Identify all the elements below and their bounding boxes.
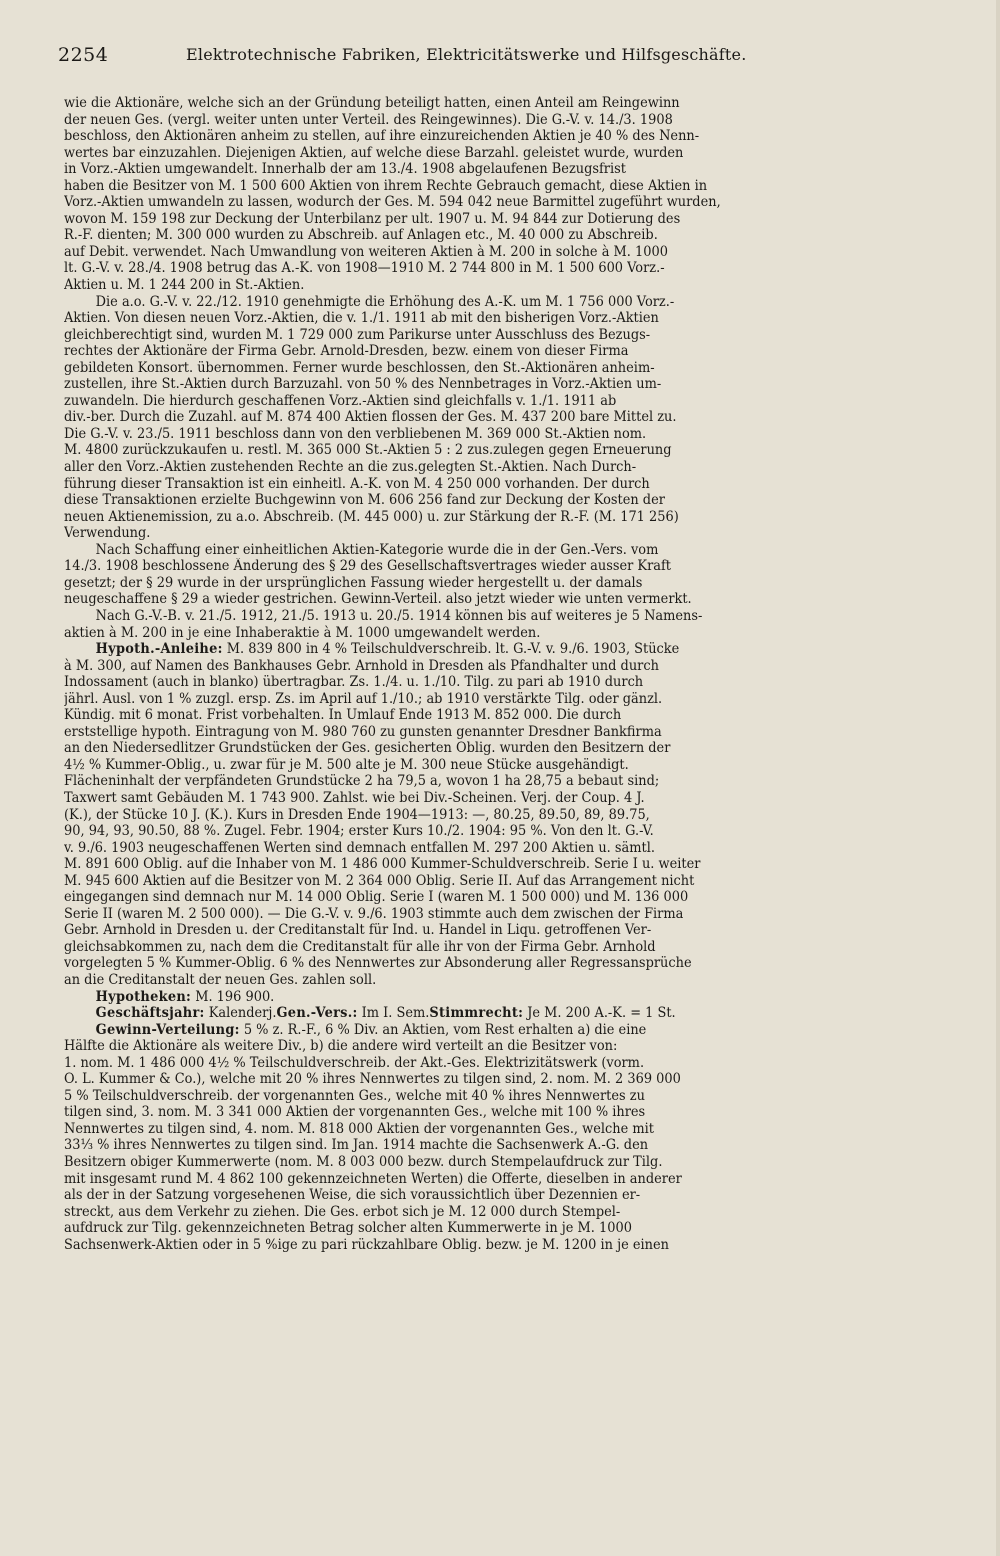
text-line	[64, 575, 875, 592]
text-line	[64, 509, 875, 526]
section-lead: Gewinn-Verteilung:	[95, 1021, 240, 1038]
text-line	[64, 922, 875, 939]
line-text: Besitzern obiger Kummerwerte (nom. M. 8 003 000 bezw. durch Stempelaufdruck zur Tilg.	[64, 1154, 663, 1170]
text-line	[64, 211, 875, 228]
text-line	[64, 310, 875, 327]
text-line	[64, 360, 875, 377]
line-text: Indossament (auch in blanko) übertragbar. Zs. 1./4. u. 1./10. Tilg. zu pari ab 1910 durch	[64, 674, 644, 691]
text-line	[64, 542, 875, 559]
line-text: aufdruck zur Tilg. gekennzeichneten Betrag solcher alten Kummerwerte in je M. 1000	[64, 1220, 632, 1237]
text-line	[64, 426, 875, 443]
line-text: v. 9./6. 1903 neugeschaffenen Werten sind demnach entfallen M. 297 200 Aktien u. sämtl.	[64, 839, 655, 856]
line-text: jährl. Ausl. von 1 % zuzgl. ersp. Zs. im April auf 1./10.; ab 1910 verstärkte Tilg. oder gänzl.	[64, 690, 663, 707]
text-line	[64, 1038, 875, 1055]
text-line	[64, 625, 875, 642]
text-line	[64, 1204, 875, 1221]
section-lead: Geschäftsjahr:	[95, 1005, 205, 1022]
line-text: Vorz.-Aktien umwandeln zu lassen, wodurch der Ges. M. 594 042 neue Barmittel zugeführt wurden,	[64, 194, 721, 211]
line-text: zuwandeln. Die hierdurch geschaffenen Vorz.-Aktien sind gleichfalls v. 1./1. 1911 ab	[64, 392, 617, 409]
line-text: gesetzt; der § 29 wurde in der ursprünglichen Fassung wieder hergestellt u. der damals	[64, 574, 643, 591]
line-text: Verwendung.	[64, 525, 151, 542]
line-text: M. 839 800 in 4 % Teilschuldverschreib. lt. G.-V. v. 9./6. 1903, Stücke	[222, 641, 680, 658]
line-text: eingegangen sind demnach nur M. 14 000 Oblig. Serie I (waren M. 1 500 000) und M. 136 000	[64, 889, 689, 906]
line-text: wertes bar einzuzahlen. Diejenigen Aktien, auf welche diese Barzahl. geleistet wurde, wurden	[64, 144, 684, 161]
line-text: Nach G.-V.-B. v. 21./5. 1912, 21./5. 1913 u. 20./5. 1914 können bis auf weiteres je 5 Namens-	[95, 607, 703, 624]
text-line	[64, 790, 875, 807]
text-line	[64, 889, 875, 906]
section-lead: Hypoth.-Anleihe:	[95, 641, 223, 658]
line-text: Nach Schaffung einer einheitlichen Aktien-Kategorie wurde die in der Gen.-Vers. vom	[95, 541, 659, 558]
line-text: (K.), der Stücke 10 J. (K.). Kurs in Dresden Ende 1904—1913: —, 80.25, 89.50, 89, 89.75,	[64, 806, 650, 823]
line-text: M. 891 600 Oblig. auf die Inhaber von M. 1 486 000 Kummer-Schuldverschreib. Serie I u. weiter	[64, 856, 701, 873]
text-line	[64, 558, 875, 575]
text-line	[64, 393, 875, 410]
text-line	[64, 955, 875, 972]
text-line	[64, 989, 875, 1006]
line-text: auf Debit. verwendet. Nach Umwandlung von weiteren Aktien à M. 200 in solche à M. 1000	[64, 243, 668, 260]
text-line	[64, 1137, 875, 1154]
line-text: Im I. Sem.	[357, 1005, 430, 1022]
line-text: erststellige hypoth. Eintragung von M. 980 760 zu gunsten genannter Dresdner Bankfirma	[64, 723, 662, 740]
line-text: wovon M. 159 198 zur Deckung der Unterbilanz per ult. 1907 u. M. 94 844 zur Dotierung des	[64, 210, 681, 227]
text-line	[64, 260, 875, 277]
line-text: Nennwertes zu tilgen sind, 4. nom. M. 818 000 Aktien der vorgenannten Ges., welche mit	[64, 1120, 654, 1137]
line-text: 33⅓ % ihres Nennwertes zu tilgen sind. Im Jan. 1914 machte die Sachsenwerk A.-G. den	[64, 1137, 649, 1154]
text-line	[64, 1104, 875, 1121]
line-text: zustellen, ihre St.-Aktien durch Barzuzahl. von 50 % des Nennbetrages in Vorz.-Aktien um-	[64, 376, 662, 393]
line-text: diese Transaktionen erzielte Buchgewinn von M. 606 256 fand zur Deckung der Kosten der	[64, 492, 665, 509]
line-text: neugeschaffene § 29 a wieder gestrichen. Gewinn-Verteil. also jetzt wieder wie unten vermerkt.	[64, 591, 692, 608]
text-line	[64, 327, 875, 344]
line-text: Taxwert samt Gebäuden M. 1 743 900. Zahlst. wie bei Div.-Scheinen. Verj. der Coup. 4 J.	[64, 789, 645, 806]
text-line	[64, 972, 875, 989]
text-line	[64, 178, 875, 195]
line-text: der neuen Ges. (vergl. weiter unten unter Verteil. des Reingewinnes). Die G.-V. v. 14./3. 1908	[64, 111, 673, 128]
page-header	[58, 42, 938, 68]
line-text: Aktien. Von diesen neuen Vorz.-Aktien, die v. 1./1. 1911 ab mit den bisherigen Vorz.-Aktien	[64, 310, 659, 327]
text-line	[64, 939, 875, 956]
line-text: à M. 300, auf Namen des Bankhauses Gebr. Arnhold in Dresden als Pfandhalter und durch	[64, 657, 659, 674]
text-line	[64, 476, 875, 493]
line-text: 5 % Teilschuldverschreib. der vorgenannten Ges., welche mit 40 % ihres Nennwertes zu	[64, 1087, 645, 1104]
line-text: M. 196 900.	[191, 988, 275, 1005]
text-line	[64, 873, 875, 890]
body-text	[64, 95, 960, 1253]
text-line	[64, 840, 875, 857]
text-line	[64, 757, 875, 774]
text-line	[64, 343, 875, 360]
page-edge	[996, 0, 1000, 1556]
line-text: R.-F. dienten; M. 300 000 wurden zu Abschreib. auf Anlagen etc., M. 40 000 zu Abschreib.	[64, 227, 658, 244]
text-line	[64, 856, 875, 873]
line-text: in Vorz.-Aktien umgewandelt. Innerhalb der am 13./4. 1908 abgelaufenen Bezugsfrist	[64, 161, 626, 178]
line-text: beschloss, den Aktionären anheim zu stellen, auf ihre einzureichenden Aktien je 40 % des Nenn-	[64, 128, 700, 145]
line-text: gebildeten Konsort. übernommen. Ferner wurde beschlossen, den St.-Aktionären anheim-	[64, 359, 655, 376]
text-line	[64, 724, 875, 741]
text-line	[64, 145, 875, 162]
line-text: div.-ber. Durch die Zuzahl. auf M. 874 400 Aktien flossen der Ges. M. 437 200 bare Mittel zu.	[64, 409, 677, 426]
text-line	[64, 641, 875, 658]
text-line	[64, 1088, 875, 1105]
line-text: führung dieser Transaktion ist ein einheitl. A.-K. von M. 4 250 000 vorhanden. Der durch	[64, 475, 650, 492]
line-text: 1. nom. M. 1 486 000 4½ % Teilschuldverschreib. der Akt.-Ges. Elektrizitätswerk (vorm.	[64, 1054, 645, 1071]
text-line	[64, 95, 875, 112]
line-text: tilgen sind, 3. nom. M. 3 341 000 Aktien der vorgenannten Ges., welche mit 100 % ihres	[64, 1104, 646, 1121]
line-text: gleichsabkommen zu, nach dem die Creditanstalt für alle ihr von der Firma Gebr. Arnhold	[64, 938, 656, 955]
running-head: Elektrotechnische Fabriken, Elektricitätswerke und Hilfsgeschäfte.	[186, 45, 747, 64]
line-text: Kündig. mit 6 monat. Frist vorbehalten. In Umlauf Ende 1913 M. 852 000. Die durch	[64, 707, 622, 724]
text-line	[64, 1220, 875, 1237]
line-text: lt. G.-V. v. 28./4. 1908 betrug das A.-K. von 1908—1910 M. 2 744 800 in M. 1 500 600 Vorz.-	[64, 260, 665, 277]
line-text: Kalenderj.	[204, 1005, 277, 1022]
text-line	[64, 277, 875, 294]
text-line	[64, 244, 875, 261]
line-text: gleichberechtigt sind, wurden M. 1 729 000 zum Parikurse unter Ausschluss des Bezugs-	[64, 326, 651, 343]
text-line	[64, 740, 875, 757]
text-line	[64, 128, 875, 145]
line-text: haben die Besitzer von M. 1 500 600 Aktien von ihrem Rechte Gebrauch gemacht, diese Aktien in	[64, 177, 708, 194]
text-line	[64, 1171, 875, 1188]
line-text: vorgelegten 5 % Kummer-Oblig. 6 % des Nennwertes zur Absonderung aller Regressansprüche	[64, 955, 692, 972]
text-line	[64, 112, 875, 129]
text-line	[64, 1154, 875, 1171]
line-text: M. 945 600 Aktien auf die Besitzer von M. 2 364 000 Oblig. Serie II. Auf das Arrangement nicht	[64, 872, 695, 889]
line-text: 4½ % Kummer-Oblig., u. zwar für je M. 500 alte je M. 300 neue Stücke ausgehändigt.	[64, 756, 629, 773]
line-text: M. 4800 zurückzukaufen u. restl. M. 365 000 St.-Aktien 5 : 2 zus.zulegen gegen Erneuerung	[64, 442, 672, 459]
line-text: als der in der Satzung vorgesehenen Weise, die sich voraussichtlich über Dezennien er-	[64, 1187, 641, 1204]
text-line	[64, 807, 875, 824]
line-text: aktien à M. 200 in je eine Inhaberaktie à M. 1000 umgewandelt werden.	[64, 624, 541, 641]
line-text: Je M. 200 A.-K. = 1 St.	[523, 1005, 676, 1022]
line-text: Flächeninhalt der verpfändeten Grundstücke 2 ha 79,5 a, wovon 1 ha 28,75 a bebaut sind;	[64, 773, 660, 790]
line-text: 14./3. 1908 beschlossene Änderung des § 29 des Gesellschaftsvertrages wieder ausser Kraft	[64, 558, 671, 575]
text-line	[64, 707, 875, 724]
line-text: Serie II (waren M. 2 500 000). — Die G.-V. v. 9./6. 1903 stimmte auch dem zwischen der Firma	[64, 905, 684, 922]
text-line	[64, 1237, 875, 1254]
text-line	[64, 591, 875, 608]
text-line	[64, 1022, 875, 1039]
line-text: Hälfte die Aktionäre als weitere Div., b) die andere wird verteilt an die Besitzer von:	[64, 1038, 618, 1055]
text-line	[64, 376, 875, 393]
text-line	[64, 773, 875, 790]
line-text: Gebr. Arnhold in Dresden u. der Creditanstalt für Ind. u. Handel in Liqu. getroffenen Ver-	[64, 922, 652, 939]
line-text: Die a.o. G.-V. v. 22./12. 1910 genehmigte die Erhöhung des A.-K. um M. 1 756 000 Vorz.-	[95, 293, 675, 310]
text-line	[64, 442, 875, 459]
line-text: Sachsenwerk-Aktien oder in 5 %ige zu pari rückzahlbare Oblig. bezw. je M. 1200 in je einen	[64, 1236, 669, 1253]
text-line	[64, 823, 875, 840]
text-line	[64, 691, 875, 708]
line-text: mit insgesamt rund M. 4 862 100 gekennzeichneten Werten) die Offerte, dieselben in anderer	[64, 1170, 682, 1187]
text-line	[64, 1121, 875, 1138]
line-text: streckt, aus dem Verkehr zu ziehen. Die Ges. erbot sich je M. 12 000 durch Stempel-	[64, 1203, 621, 1220]
line-text: Die G.-V. v. 23./5. 1911 beschloss dann von den verbliebenen M. 369 000 St.-Aktien nom.	[64, 425, 647, 442]
line-text: an den Niedersedlitzer Grundstücken der Ges. gesicherten Oblig. wurden den Besitzern der	[64, 740, 671, 757]
text-line	[64, 294, 875, 311]
line-text: wie die Aktionäre, welche sich an der Gründung beteiligt hatten, einen Anteil am Reingewinn	[64, 95, 680, 111]
text-line	[64, 906, 875, 923]
line-text: 5 % z. R.-F., 6 % Div. an Aktien, vom Rest erhalten a) die eine	[239, 1021, 647, 1038]
text-line	[64, 1005, 875, 1022]
text-line	[64, 1055, 875, 1072]
section-lead: Stimmrecht:	[429, 1005, 524, 1022]
text-line	[64, 459, 875, 476]
text-line	[64, 674, 875, 691]
text-line	[64, 525, 875, 542]
line-text: neuen Aktienemission, zu a.o. Abschreib. (M. 445 000) u. zur Stärkung der R.-F. (M. 171 256)	[64, 508, 679, 525]
text-line	[64, 227, 875, 244]
text-line	[64, 658, 875, 675]
text-line	[64, 608, 875, 625]
text-line	[64, 194, 875, 211]
line-text: an die Creditanstalt der neuen Ges. zahlen soll.	[64, 971, 377, 988]
line-text: O. L. Kummer & Co.), welche mit 20 % ihres Nennwertes zu tilgen sind, 2. nom. M. 2 369 000	[64, 1071, 681, 1088]
text-line	[64, 492, 875, 509]
line-text: aller den Vorz.-Aktien zustehenden Rechte an die zus.gelegten St.-Aktien. Nach Durch-	[64, 459, 637, 476]
page-number: 2254	[58, 44, 109, 66]
line-text: rechtes der Aktionäre der Firma Gebr. Arnold-Dresden, bezw. einem von dieser Firma	[64, 343, 629, 360]
line-text: 90, 94, 93, 90.50, 88 %. Zugel. Febr. 1904; erster Kurs 10./2. 1904: 95 %. Von den lt. G.-V.	[64, 823, 654, 840]
text-line	[64, 1187, 875, 1204]
text-line	[64, 161, 875, 178]
text-line	[64, 409, 875, 426]
section-lead: Gen.-Vers.:	[276, 1005, 358, 1022]
section-lead: Hypotheken:	[95, 988, 192, 1005]
line-text: Aktien u. M. 1 244 200 in St.-Aktien.	[64, 277, 305, 294]
text-line	[64, 1071, 875, 1088]
